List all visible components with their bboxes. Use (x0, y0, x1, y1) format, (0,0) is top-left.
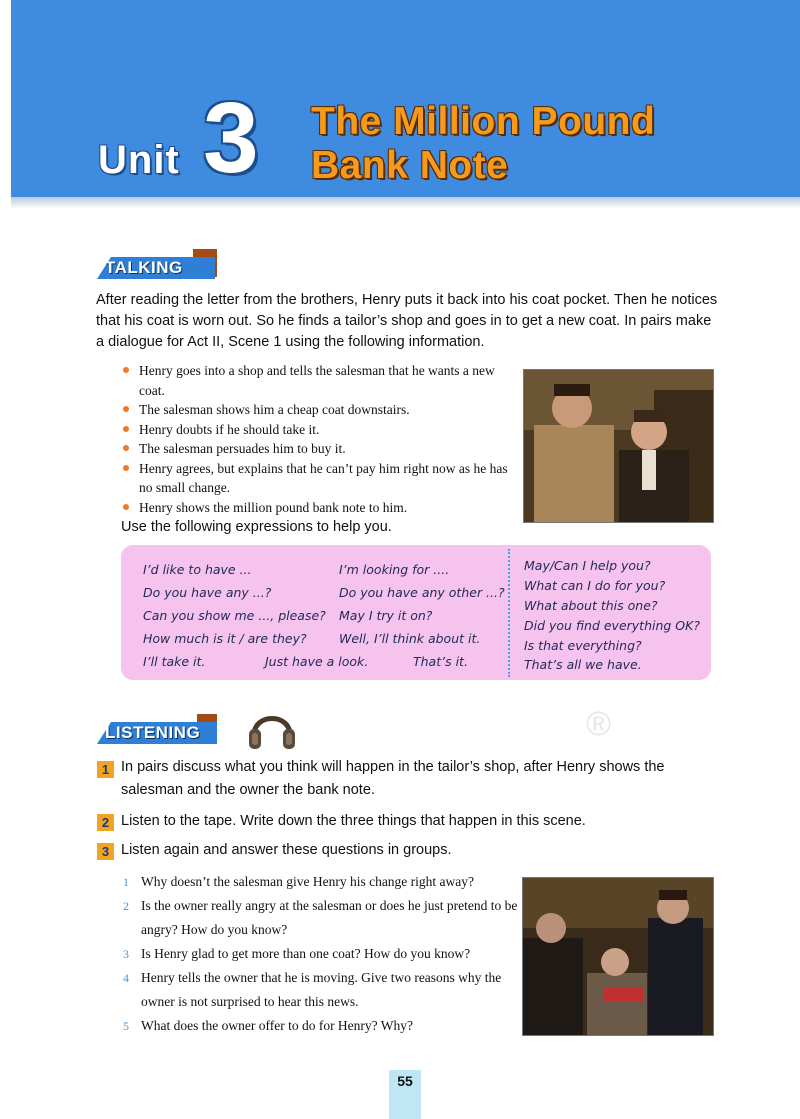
sub-question-text: Is the owner really angry at the salesman or does he just pretend to be angry? How do you know? (141, 898, 518, 937)
talking-section-tag (97, 249, 221, 279)
bullet-item: Henry goes into a shop and tells the salesman that he wants a new coat. (121, 361, 513, 400)
shop-owner-photo (522, 877, 714, 1036)
sub-question (121, 894, 521, 942)
expression: Just have a look. (265, 654, 369, 669)
expression: I’m looking for .... (339, 562, 450, 577)
expression: What about this one? (524, 598, 658, 613)
sub-question-number: 1 (123, 875, 129, 889)
unit-title-line1: The Million Pound (311, 100, 656, 143)
question-text: Listen to the tape. Write down the three things that happen in this scene. (121, 813, 586, 829)
bullet-item: The salesman persuades him to buy it. (121, 439, 513, 459)
expression: Do you have any ...? (143, 585, 272, 600)
expression: That’s it. (413, 654, 468, 669)
banner-shadow (11, 197, 800, 209)
unit-title (311, 100, 655, 188)
question-text: In pairs discuss what you think will happen in the tailor’s shop, after Henry shows the salesman and the owner the bank note. (121, 759, 665, 798)
sub-question-text: Is Henry glad to get more than one coat? How do you know? (141, 946, 471, 961)
expression: I’ll take it. (143, 654, 206, 669)
bullet-item: Henry shows the million pound bank note to him. (121, 498, 513, 518)
listening-section-tag (97, 714, 221, 744)
sub-question-number: 2 (123, 899, 129, 913)
talking-tag-text: TALKING (105, 258, 183, 277)
unit-label: Unit (98, 138, 180, 182)
sub-question-text: Why doesn’t the salesman give Henry his change right away? (141, 874, 475, 889)
sub-question-number: 5 (123, 1019, 129, 1033)
registered-watermark: ® (586, 705, 612, 743)
question-number: 2 (97, 814, 114, 831)
expression: Is that everything? (524, 638, 642, 653)
page-number: 55 (397, 1073, 413, 1089)
tailor-shop-photo (523, 369, 714, 523)
talking-intro: After reading the letter from the brothers, Henry puts it back into his coat pocket. Then he notices that his coat is worn out. So he finds a tailor’s shop and goes in to get a new coat. In pairs make a dialogue for Act II, Scene 1 using the following information. (96, 292, 718, 350)
unit-number: 3 (203, 82, 259, 194)
question-number: 3 (97, 843, 114, 860)
expression: Do you have any other ...? (339, 585, 505, 600)
expression: That’s all we have. (524, 657, 642, 672)
expression: How much is it / are they? (143, 631, 307, 646)
expression: I’d like to have ... (143, 562, 252, 577)
sub-question-number: 4 (123, 971, 129, 985)
sub-question-number: 3 (123, 947, 129, 961)
sub-questions (121, 870, 521, 1038)
expression: May/Can I help you? (524, 558, 651, 573)
expressions-divider (508, 549, 510, 677)
sub-question (121, 870, 521, 894)
question-number: 1 (97, 761, 114, 778)
expression: Can you show me ..., please? (143, 608, 326, 623)
expression: What can I do for you? (524, 578, 666, 593)
listening-tag-text: LISTENING (105, 723, 201, 742)
sub-question (121, 942, 521, 966)
question-text: Listen again and answer these questions in groups. (121, 842, 452, 858)
talking-bullets (121, 361, 513, 517)
use-expressions-text: Use the following expressions to help you. (121, 519, 392, 535)
sub-question (121, 1014, 521, 1038)
bullet-item: The salesman shows him a cheap coat downstairs. (121, 400, 513, 420)
expression: May I try it on? (339, 608, 433, 623)
bullet-item: Henry doubts if he should take it. (121, 420, 513, 440)
expressions-box (121, 545, 711, 680)
bullet-item: Henry agrees, but explains that he can’t pay him right now as he has no small change. (121, 459, 513, 498)
sub-question-text: Henry tells the owner that he is moving. Give two reasons why the owner is not surprised to hear this news. (141, 970, 502, 1009)
sub-question-text: What does the owner offer to do for Henry? Why? (141, 1018, 414, 1033)
headphones-icon (246, 705, 298, 751)
expression: Did you find everything OK? (524, 618, 700, 633)
sub-question (121, 966, 521, 1014)
unit-title-line2: Bank Note (311, 144, 509, 187)
expression: Well, I’ll think about it. (339, 631, 481, 646)
